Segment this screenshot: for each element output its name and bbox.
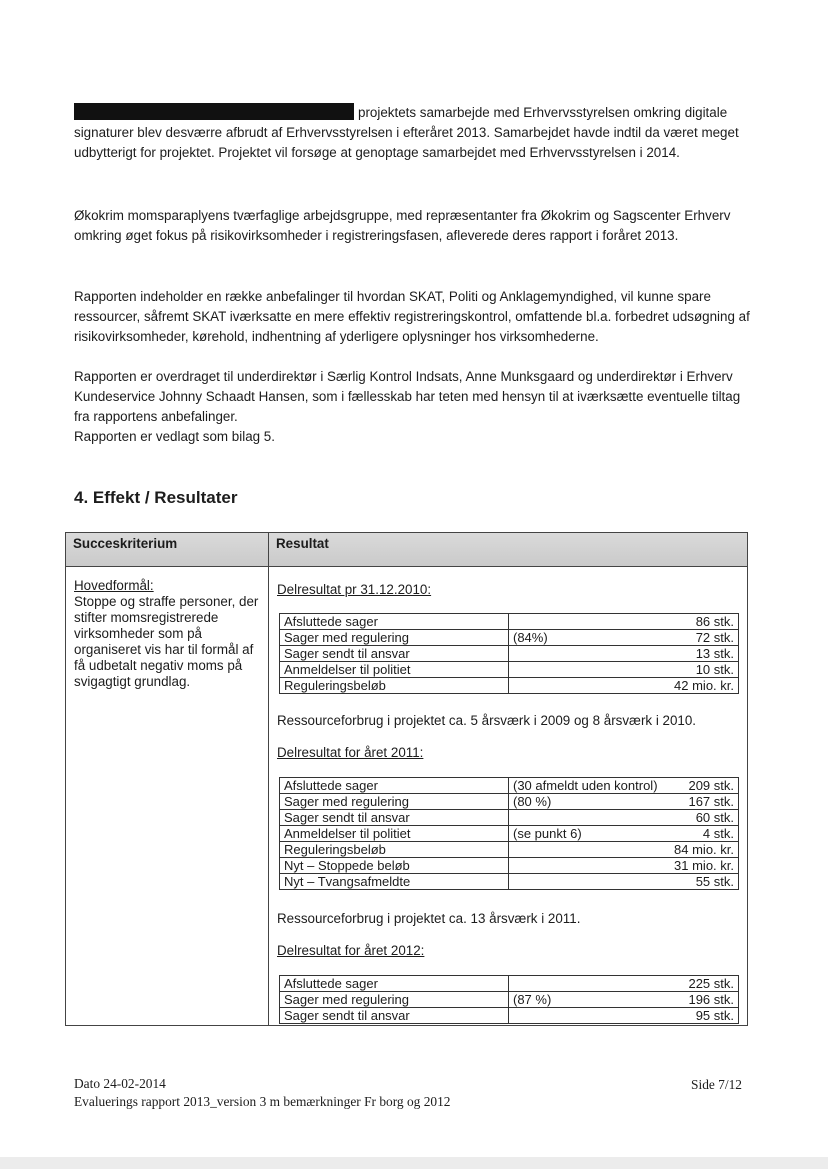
header-success-criterion: Succeskriterium <box>73 536 178 551</box>
table-row <box>280 858 739 874</box>
row-label: Sager med regulering <box>280 630 509 646</box>
row-label: Anmeldelser til politiet <box>280 826 509 842</box>
row-value <box>509 778 739 794</box>
paragraph-digital-signatures <box>74 103 754 163</box>
paragraph-okokrim: Økokrim momsparaplyens tværfaglige arbejdsgruppe, med repræsentanter fra Økokrim og Sagscenter Erhverv omkring øget fokus på risikovirksomheder i registreringsfasen, afleverede deres rapport i foråret 2013. <box>74 208 731 243</box>
table-row <box>280 662 739 678</box>
row-value <box>509 992 739 1008</box>
row-amount: 72 stk. <box>695 630 734 645</box>
header-result: Resultat <box>276 536 329 551</box>
result-2010-heading: Delresultat pr 31.12.2010: <box>277 582 432 597</box>
row-label: Sager sendt til ansvar <box>280 810 509 826</box>
resource-usage-2010: Ressourceforbrug i projektet ca. 5 årsværk i 2009 og 8 årsværk i 2010. <box>277 713 697 728</box>
table-row <box>280 794 739 810</box>
row-amount: 196 stk. <box>688 992 734 1007</box>
row-amount: 31 mio. kr. <box>674 858 734 873</box>
row-value <box>509 1008 739 1024</box>
row-label: Afsluttede sager <box>280 976 509 992</box>
table-row <box>280 976 739 992</box>
row-value <box>509 646 739 662</box>
footer-left <box>74 1075 451 1111</box>
row-value <box>509 874 739 890</box>
row-label: Afsluttede sager <box>280 614 509 630</box>
table-row <box>280 630 739 646</box>
row-amount: 60 stk. <box>695 810 734 825</box>
row-note: (80 %) <box>513 794 552 809</box>
row-amount: 10 stk. <box>695 662 734 677</box>
table-row <box>280 842 739 858</box>
paragraph-appendix: Rapporten er vedlagt som bilag 5. <box>74 429 275 444</box>
row-amount: 42 mio. kr. <box>674 678 734 693</box>
row-amount: 55 stk. <box>695 874 734 889</box>
scan-bottom-edge <box>0 1157 828 1169</box>
section-heading: 4. Effekt / Resultater <box>74 488 238 507</box>
row-note: (84%) <box>513 630 548 645</box>
row-value <box>509 810 739 826</box>
row-value <box>509 678 739 694</box>
table-row <box>280 678 739 694</box>
row-value <box>509 662 739 678</box>
row-amount: 86 stk. <box>695 614 734 629</box>
row-amount: 95 stk. <box>695 1008 734 1023</box>
paragraph-1-start: projektets samarbejde med Erhvervsstyrelsen omkring digitale <box>358 105 728 120</box>
result-2012-heading: Delresultat for året 2012: <box>277 943 425 958</box>
paragraph-recommendations: Rapporten indeholder en række anbefalinger til hvordan SKAT, Politi og Anklagemyndighed, vil kunne spare ressourcer, såfremt SKAT iværksatte en mere effektiv registreringskontrol, omfattende bl.a. forbedret udsøgning af risikovirksomheder, kørehold, indhentning af yderligere oplysninger hos virksomhederne. <box>74 289 750 344</box>
row-label: Reguleringsbeløb <box>280 842 509 858</box>
row-value <box>509 630 739 646</box>
main-purpose-heading: Hovedformål: <box>74 578 154 593</box>
column-divider <box>268 533 269 1025</box>
row-value <box>509 976 739 992</box>
result-2010-table <box>279 613 739 694</box>
main-purpose-text: Stoppe og straffe personer, der stifter momsregistrerede virksomheder som på organiseret vis har til formål af få udbetalt negativ moms på svigagtigt grundlag. <box>74 594 259 689</box>
row-label: Sager med regulering <box>280 794 509 810</box>
row-note: (se punkt 6) <box>513 826 582 841</box>
table-row <box>280 646 739 662</box>
footer-date: Dato 24-02-2014 <box>74 1076 166 1091</box>
row-note: (87 %) <box>513 992 552 1007</box>
row-note: (30 afmeldt uden kontrol) <box>513 778 658 793</box>
table-row <box>280 1008 739 1024</box>
row-label: Reguleringsbeløb <box>280 678 509 694</box>
footer-doc-title: Evaluerings rapport 2013_version 3 m bemærkninger Fr borg og 2012 <box>74 1094 451 1109</box>
row-label: Sager sendt til ansvar <box>280 1008 509 1024</box>
row-amount: 4 stk. <box>702 826 734 841</box>
row-value <box>509 842 739 858</box>
redaction-bar <box>74 103 354 120</box>
success-criterion-cell <box>74 578 264 690</box>
row-value <box>509 858 739 874</box>
row-label: Sager med regulering <box>280 992 509 1008</box>
table-row <box>280 826 739 842</box>
row-label: Nyt – Tvangsafmeldte <box>280 874 509 890</box>
row-value <box>509 826 739 842</box>
row-amount: 209 stk. <box>688 778 734 793</box>
page-number: Side 7/12 <box>691 1077 742 1092</box>
row-amount: 84 mio. kr. <box>674 842 734 857</box>
table-row <box>280 778 739 794</box>
row-label: Nyt – Stoppede beløb <box>280 858 509 874</box>
table-row <box>280 992 739 1008</box>
paragraph-report-handover: Rapporten er overdraget til underdirektør i Særlig Kontrol Indsats, Anne Munksgaard og underdirektør i Erhverv Kundeservice Johnny Schaadt Hansen, som i fællesskab har teten med hensyn til at iværksætte eventuelle tiltag fra rapportens anbefalinger. <box>74 369 741 424</box>
row-amount: 167 stk. <box>688 794 734 809</box>
row-label: Sager sendt til ansvar <box>280 646 509 662</box>
result-2012-table <box>279 975 739 1024</box>
result-2011-heading: Delresultat for året 2011: <box>277 745 424 760</box>
row-label: Anmeldelser til politiet <box>280 662 509 678</box>
row-amount: 225 stk. <box>688 976 734 991</box>
table-row <box>280 874 739 890</box>
table-row <box>280 614 739 630</box>
table-row <box>280 810 739 826</box>
row-label: Afsluttede sager <box>280 778 509 794</box>
paragraph-1-rest: signaturer blev desværre afbrudt af Erhvervsstyrelsen i efteråret 2013. Samarbejdet havde indtil da været meget udbytterigt for projektet. Projektet vil forsøge at genoptage samarbejdet med Erhvervsstyrelsen i 2014. <box>74 125 739 160</box>
row-value <box>509 794 739 810</box>
resource-usage-2011: Ressourceforbrug i projektet ca. 13 årsværk i 2011. <box>277 911 581 926</box>
result-2011-table <box>279 777 739 890</box>
row-amount: 13 stk. <box>695 646 734 661</box>
row-value <box>509 614 739 630</box>
